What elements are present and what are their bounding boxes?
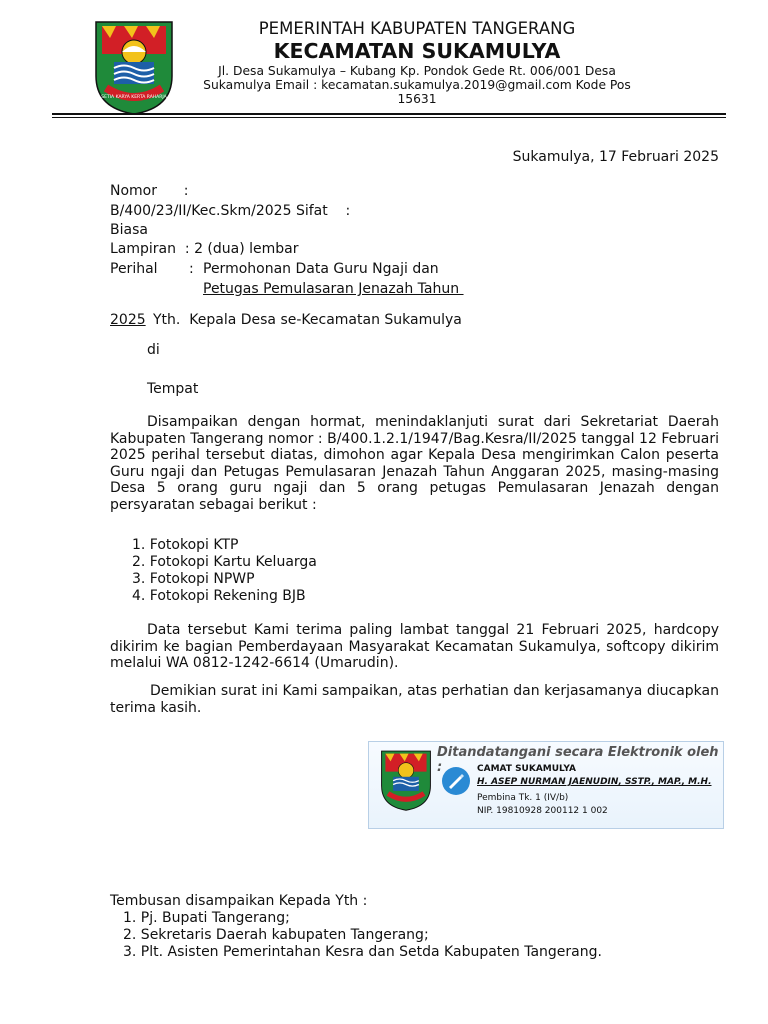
letterhead-rule-thick [52,113,726,115]
signature-name: H. ASEP NURMAN JAENUDIN, SSTP., MAP., M.H. [477,777,712,787]
header-government: PEMERINTAH KABUPATEN TANGERANG [258,19,576,38]
header-address [186,64,648,106]
signature-nip: NIP. 19810928 200112 1 002 [477,806,608,816]
electronic-signature-box [368,741,724,829]
letter-date: Sukamulya, 17 Februari 2025 [512,149,719,165]
requirement-item: 2. Fotokopi Kartu Keluarga [132,554,317,570]
signature-position: CAMAT SUKAMULYA [477,764,577,774]
signature-logo [379,748,433,812]
body-paragraph-3: Demikian surat ini Kami sampaikan, atas perhatian dan kerjasamanya diucapkan terima kasih. [110,683,719,716]
tempat-label: Tempat [147,381,199,397]
perihal-year: 2025 [110,312,146,328]
body-paragraph-1: Disampaikan dengan hormat, menindaklanjuti surat dari Sekretariat Daerah Kabupaten Tangerang nomor : B/400.1.2.1/1947/Bag.Kesra/II/2025 tanggal 12 Februari 2025 perihal tersebut diatas, dimohon agar Kepala Desa mengirimkan Calon peserta Guru ngaji dan Petugas Pemulasaran Jenazah Tahun Anggaran 2025, masing-masing Desa 5 orang guru ngaji dan 5 orang petugas Pemulasaran Jenazah dengan persyaratan sebagai berikut : [110,414,719,513]
body-paragraph-2: Data tersebut Kami terima paling lambat tanggal 21 Februari 2025, hardcopy dikirim ke bagian Pemberdayaan Masyarakat Kecamatan Sukamulya, softcopy dikirim melalui WA 0812-1242-6614 (Umarudin). [110,622,719,671]
nomor-value: B/400/23/II/Kec.Skm/2025 Sifat : [110,203,351,219]
sifat-value: Biasa [110,222,148,238]
header-office: KECAMATAN SUKAMULYA [273,39,561,63]
address-line-1: Jl. Desa Sukamulya – Kubang Kp. Pondok Gede Rt. 006/001 Desa [218,64,616,78]
requirement-item: 4. Fotokopi Rekening BJB [132,588,306,604]
kabupaten-tangerang-logo [92,18,176,116]
letterhead-rule-thin [52,117,726,118]
address-line-3: 15631 [397,92,437,106]
di-label: di [147,342,160,358]
cc-item: 1. Pj. Bupati Tangerang; [123,910,290,926]
recipient: Yth. Kepala Desa se-Kecamatan Sukamulya [153,312,462,328]
address-line-2: Sukamulya Email : kecamatan.sukamulya.2019@gmail.com Kode Pos [203,78,631,92]
perihal-line-1: Permohonan Data Guru Ngaji dan [203,261,439,277]
perihal-line-2: Petugas Pemulasaran Jenazah Tahun [203,281,464,297]
requirements-list [132,537,317,605]
lampiran: Lampiran : 2 (dua) lembar [110,241,299,257]
perihal-colon: : [189,261,194,277]
cc-heading: Tembusan disampaikan Kepada Yth : [110,893,368,909]
signature-rank: Pembina Tk. 1 (IV/b) [477,793,569,803]
cc-list [123,910,602,961]
perihal-label: Perihal [110,261,158,277]
cc-item: 2. Sekretaris Daerah kabupaten Tangerang; [123,927,429,943]
cc-item: 3. Plt. Asisten Pemerintahan Kesra dan Setda Kabupaten Tangerang. [123,944,602,960]
nomor-label: Nomor : [110,183,189,199]
esign-pen-icon [441,766,471,796]
signature-title: Ditandatangani secara Elektronik oleh : [437,745,719,775]
requirement-item: 1. Fotokopi KTP [132,537,239,553]
logo-motto: SETIA KARYA KERTA RAHARJA [101,95,167,100]
requirement-item: 3. Fotokopi NPWP [132,571,255,587]
